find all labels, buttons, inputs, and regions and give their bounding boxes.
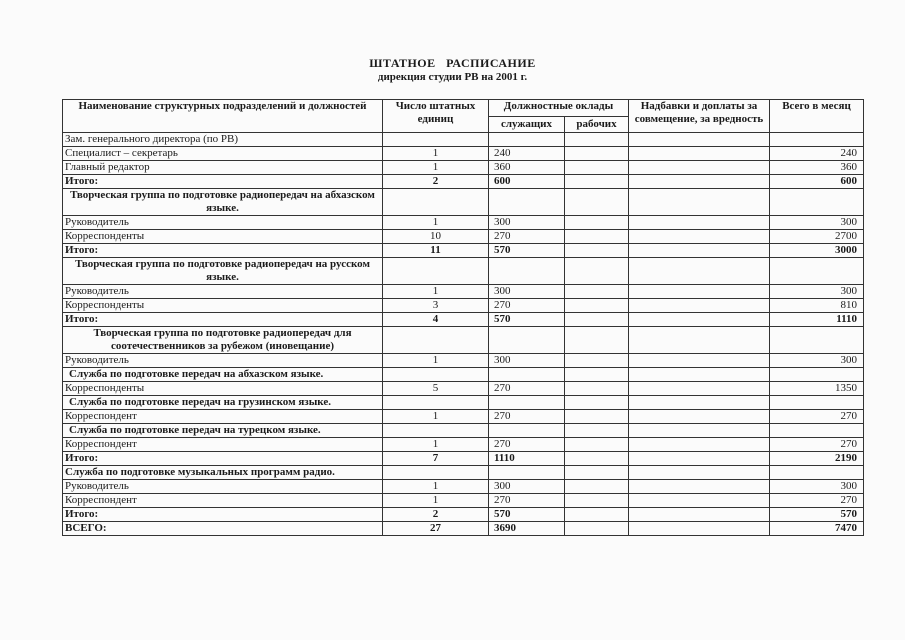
units-cell: 1 — [383, 494, 489, 508]
empty-cell — [383, 258, 489, 285]
bonus-cell — [629, 452, 770, 466]
units-cell: 27 — [383, 522, 489, 536]
bonus-cell — [629, 354, 770, 368]
units-cell: 1 — [383, 216, 489, 230]
empty-cell — [489, 424, 565, 438]
salary-cell: 270 — [489, 230, 565, 244]
section-row — [63, 466, 864, 480]
position-name: Корреспонденты — [63, 382, 383, 396]
total-cell: 270 — [770, 410, 864, 424]
bonus-cell — [629, 313, 770, 327]
workers-cell — [565, 410, 629, 424]
position-name: Корреспонденты — [63, 299, 383, 313]
units-cell: 7 — [383, 452, 489, 466]
bonus-cell — [629, 285, 770, 299]
document-title: ШТАТНОЕ РАСПИСАНИЕ — [369, 56, 536, 70]
position-name: Итого: — [63, 175, 383, 189]
total-cell: 810 — [770, 299, 864, 313]
units-cell: 1 — [383, 147, 489, 161]
workers-cell — [565, 299, 629, 313]
empty-cell — [629, 466, 770, 480]
salary-cell: 240 — [489, 147, 565, 161]
empty-cell — [383, 189, 489, 216]
bonus-cell — [629, 244, 770, 258]
position-name: Руководитель — [63, 285, 383, 299]
total-cell: 240 — [770, 147, 864, 161]
header-total: Всего в месяц — [770, 100, 864, 133]
section-row — [63, 189, 864, 216]
salary-cell: 270 — [489, 299, 565, 313]
units-cell: 1 — [383, 161, 489, 175]
total-cell: 300 — [770, 216, 864, 230]
empty-cell — [383, 466, 489, 480]
workers-cell — [565, 285, 629, 299]
total-cell: 300 — [770, 480, 864, 494]
total-cell: 600 — [770, 175, 864, 189]
salary-cell: 600 — [489, 175, 565, 189]
empty-cell — [629, 368, 770, 382]
empty-cell — [383, 396, 489, 410]
units-cell: 2 — [383, 175, 489, 189]
workers-cell — [565, 216, 629, 230]
position-name: Итого: — [63, 508, 383, 522]
empty-cell — [383, 327, 489, 354]
units-cell: 5 — [383, 382, 489, 396]
bonus-cell — [629, 230, 770, 244]
empty-cell — [770, 189, 864, 216]
empty-cell — [565, 368, 629, 382]
units-cell: 1 — [383, 410, 489, 424]
workers-cell — [565, 313, 629, 327]
position-name: Корреспондент — [63, 410, 383, 424]
position-name: Корреспондент — [63, 494, 383, 508]
units-cell: 10 — [383, 230, 489, 244]
empty-cell — [770, 258, 864, 285]
units-cell: 4 — [383, 313, 489, 327]
units-cell: 3 — [383, 299, 489, 313]
table-row — [63, 285, 864, 299]
empty-cell — [565, 327, 629, 354]
section-row — [63, 396, 864, 410]
workers-cell — [565, 133, 629, 147]
table-row — [63, 147, 864, 161]
workers-cell — [565, 480, 629, 494]
table-row — [63, 133, 864, 147]
salary-cell: 270 — [489, 494, 565, 508]
salary-cell: 270 — [489, 410, 565, 424]
header-salaries: Должностные оклады — [489, 100, 629, 117]
empty-cell — [489, 466, 565, 480]
total-cell: 270 — [770, 438, 864, 452]
bonus-cell — [629, 299, 770, 313]
units-cell: 1 — [383, 438, 489, 452]
workers-cell — [565, 452, 629, 466]
salary-cell: 300 — [489, 354, 565, 368]
workers-cell — [565, 522, 629, 536]
section-title: Служба по подготовке передач на турецком языке. — [63, 424, 383, 438]
table-body — [63, 133, 864, 536]
empty-cell — [489, 327, 565, 354]
salary-cell: 300 — [489, 216, 565, 230]
total-cell: 570 — [770, 508, 864, 522]
table-row — [63, 216, 864, 230]
empty-cell — [770, 424, 864, 438]
total-cell: 2700 — [770, 230, 864, 244]
table-row — [63, 494, 864, 508]
total-row — [63, 244, 864, 258]
position-name: Итого: — [63, 452, 383, 466]
salary-cell: 300 — [489, 480, 565, 494]
table-row — [63, 410, 864, 424]
table-row — [63, 354, 864, 368]
total-cell: 2190 — [770, 452, 864, 466]
salary-cell: 360 — [489, 161, 565, 175]
section-title: Творческая группа по подготовке радиопередач на абхазском языке. — [63, 189, 383, 216]
bonus-cell — [629, 480, 770, 494]
section-title: Служба по подготовке передач на абхазском языке. — [63, 368, 383, 382]
header-units: Число штатных единиц — [383, 100, 489, 133]
section-row — [63, 327, 864, 354]
header-bonuses: Надбавки и доплаты за совмещение, за вредность — [629, 100, 770, 133]
empty-cell — [489, 368, 565, 382]
workers-cell — [565, 147, 629, 161]
total-cell: 1110 — [770, 313, 864, 327]
header-name: Наименование структурных подразделений и должностей — [63, 100, 383, 133]
salary-cell — [489, 133, 565, 147]
bonus-cell — [629, 216, 770, 230]
position-name: Итого: — [63, 313, 383, 327]
document-subtitle: дирекция студии РВ на 2001 г. — [377, 71, 528, 83]
total-cell: 270 — [770, 494, 864, 508]
total-cell: 360 — [770, 161, 864, 175]
table-row — [63, 161, 864, 175]
position-name: ВСЕГО: — [63, 522, 383, 536]
empty-cell — [383, 368, 489, 382]
empty-cell — [489, 189, 565, 216]
empty-cell — [770, 396, 864, 410]
total-cell: 1350 — [770, 382, 864, 396]
empty-cell — [770, 327, 864, 354]
empty-cell — [565, 424, 629, 438]
position-name: Итого: — [63, 244, 383, 258]
bonus-cell — [629, 161, 770, 175]
total-cell: 3000 — [770, 244, 864, 258]
total-row — [63, 522, 864, 536]
units-cell: 1 — [383, 285, 489, 299]
empty-cell — [383, 424, 489, 438]
table-row — [63, 438, 864, 452]
salary-cell: 570 — [489, 244, 565, 258]
salary-cell: 570 — [489, 313, 565, 327]
empty-cell — [565, 396, 629, 410]
bonus-cell — [629, 147, 770, 161]
table-row — [63, 299, 864, 313]
section-title: Служба по подготовке передач на грузинском языке. — [63, 396, 383, 410]
header-workers: рабочих — [565, 116, 629, 133]
salary-cell: 270 — [489, 382, 565, 396]
section-row — [63, 424, 864, 438]
empty-cell — [489, 396, 565, 410]
table-row — [63, 480, 864, 494]
bonus-cell — [629, 175, 770, 189]
bonus-cell — [629, 410, 770, 424]
section-row — [63, 258, 864, 285]
position-name: Руководитель — [63, 480, 383, 494]
total-row — [63, 175, 864, 189]
salary-cell: 270 — [489, 438, 565, 452]
bonus-cell — [629, 438, 770, 452]
empty-cell — [629, 258, 770, 285]
units-cell: 1 — [383, 354, 489, 368]
total-row — [63, 313, 864, 327]
workers-cell — [565, 508, 629, 522]
workers-cell — [565, 382, 629, 396]
section-row — [63, 368, 864, 382]
units-cell: 1 — [383, 480, 489, 494]
table-row — [63, 230, 864, 244]
workers-cell — [565, 175, 629, 189]
empty-cell — [489, 258, 565, 285]
total-cell: 7470 — [770, 522, 864, 536]
total-row — [63, 452, 864, 466]
header-employees: служащих — [489, 116, 565, 133]
section-title: Творческая группа по подготовке радиопередач для соотечественников за рубежом (иновещание) — [63, 327, 383, 354]
workers-cell — [565, 438, 629, 452]
position-name: Главный редактор — [63, 161, 383, 175]
workers-cell — [565, 244, 629, 258]
bonus-cell — [629, 522, 770, 536]
units-cell: 2 — [383, 508, 489, 522]
units-cell — [383, 133, 489, 147]
table-row — [63, 382, 864, 396]
section-title: Творческая группа по подготовке радиопередач на русском языке. — [63, 258, 383, 285]
salary-cell: 3690 — [489, 522, 565, 536]
bonus-cell — [629, 382, 770, 396]
total-cell — [770, 133, 864, 147]
empty-cell — [629, 396, 770, 410]
position-name: Руководитель — [63, 216, 383, 230]
staff-schedule-table — [62, 99, 864, 536]
empty-cell — [565, 258, 629, 285]
position-name: Зам. генерального директора (по РВ) — [63, 133, 383, 147]
units-cell: 11 — [383, 244, 489, 258]
salary-cell: 1110 — [489, 452, 565, 466]
header-row — [63, 100, 864, 117]
workers-cell — [565, 494, 629, 508]
bonus-cell — [629, 508, 770, 522]
empty-cell — [565, 466, 629, 480]
workers-cell — [565, 161, 629, 175]
workers-cell — [565, 230, 629, 244]
section-title: Служба по подготовке музыкальных программ радио. — [63, 466, 383, 480]
empty-cell — [770, 368, 864, 382]
total-cell: 300 — [770, 354, 864, 368]
empty-cell — [629, 424, 770, 438]
position-name: Корреспондент — [63, 438, 383, 452]
empty-cell — [565, 189, 629, 216]
position-name: Руководитель — [63, 354, 383, 368]
bonus-cell — [629, 494, 770, 508]
total-cell: 300 — [770, 285, 864, 299]
position-name: Корреспонденты — [63, 230, 383, 244]
position-name: Специалист – секретарь — [63, 147, 383, 161]
empty-cell — [629, 327, 770, 354]
bonus-cell — [629, 133, 770, 147]
salary-cell: 570 — [489, 508, 565, 522]
total-row — [63, 508, 864, 522]
empty-cell — [629, 189, 770, 216]
workers-cell — [565, 354, 629, 368]
empty-cell — [770, 466, 864, 480]
salary-cell: 300 — [489, 285, 565, 299]
